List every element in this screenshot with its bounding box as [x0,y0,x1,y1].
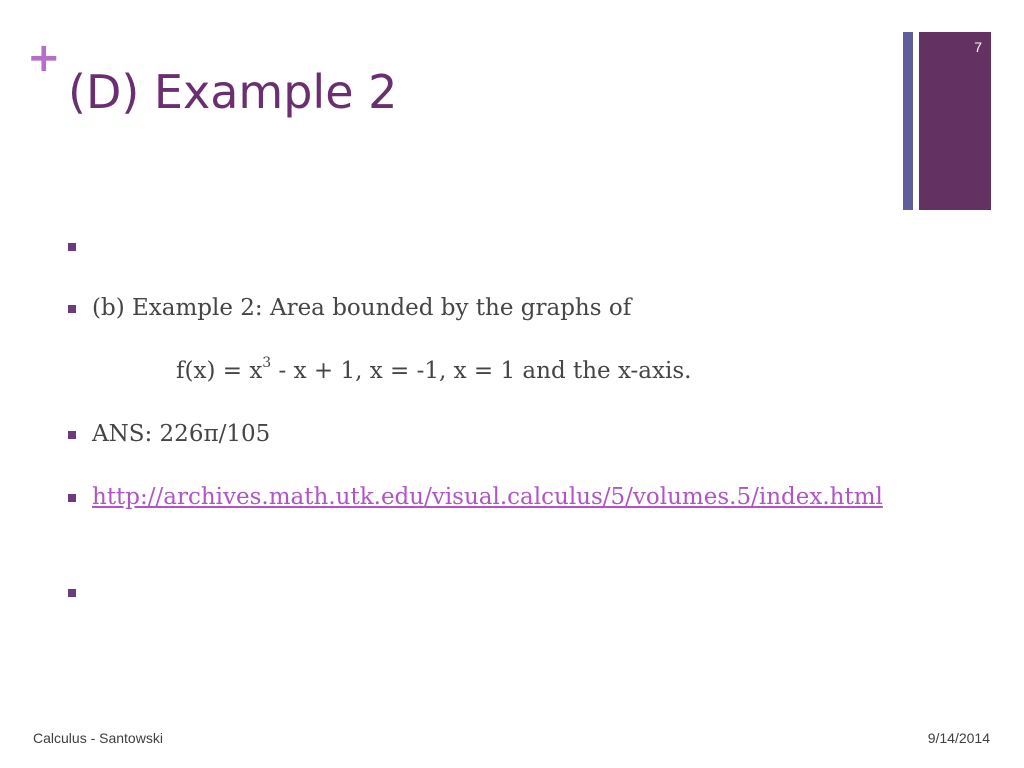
bullet-text [92,480,894,514]
slide-title: (D) Example 2 [68,65,398,119]
bullet-square-icon [68,243,76,251]
bullet-text: ANS: 226π/105 [92,421,271,447]
equation-exponent: 3 [262,355,272,372]
bullet-square-icon [68,305,76,313]
decorative-bar [919,32,991,210]
decorative-thin-bar [903,32,913,210]
bullet-square-icon [68,494,76,502]
slide-number: 7 [974,39,982,55]
bullet-text: (b) Example 2: Area bounded by the graphs of [92,295,632,321]
plus-mark: + [27,35,61,81]
footer-course: Calculus - Santowski [33,730,163,746]
equation-line [176,354,691,388]
bullet-square-icon [68,589,76,597]
volumes-link[interactable]: http://archives.math.utk.edu/visual.calculus/5/volumes.5/index.html [92,484,883,510]
bullet-square-icon [68,431,76,439]
footer-date: 9/14/2014 [927,730,990,746]
equation-suffix: - x + 1, x = -1, x = 1 and the x-axis. [271,358,692,384]
equation-prefix: f(x) = x [176,358,263,384]
